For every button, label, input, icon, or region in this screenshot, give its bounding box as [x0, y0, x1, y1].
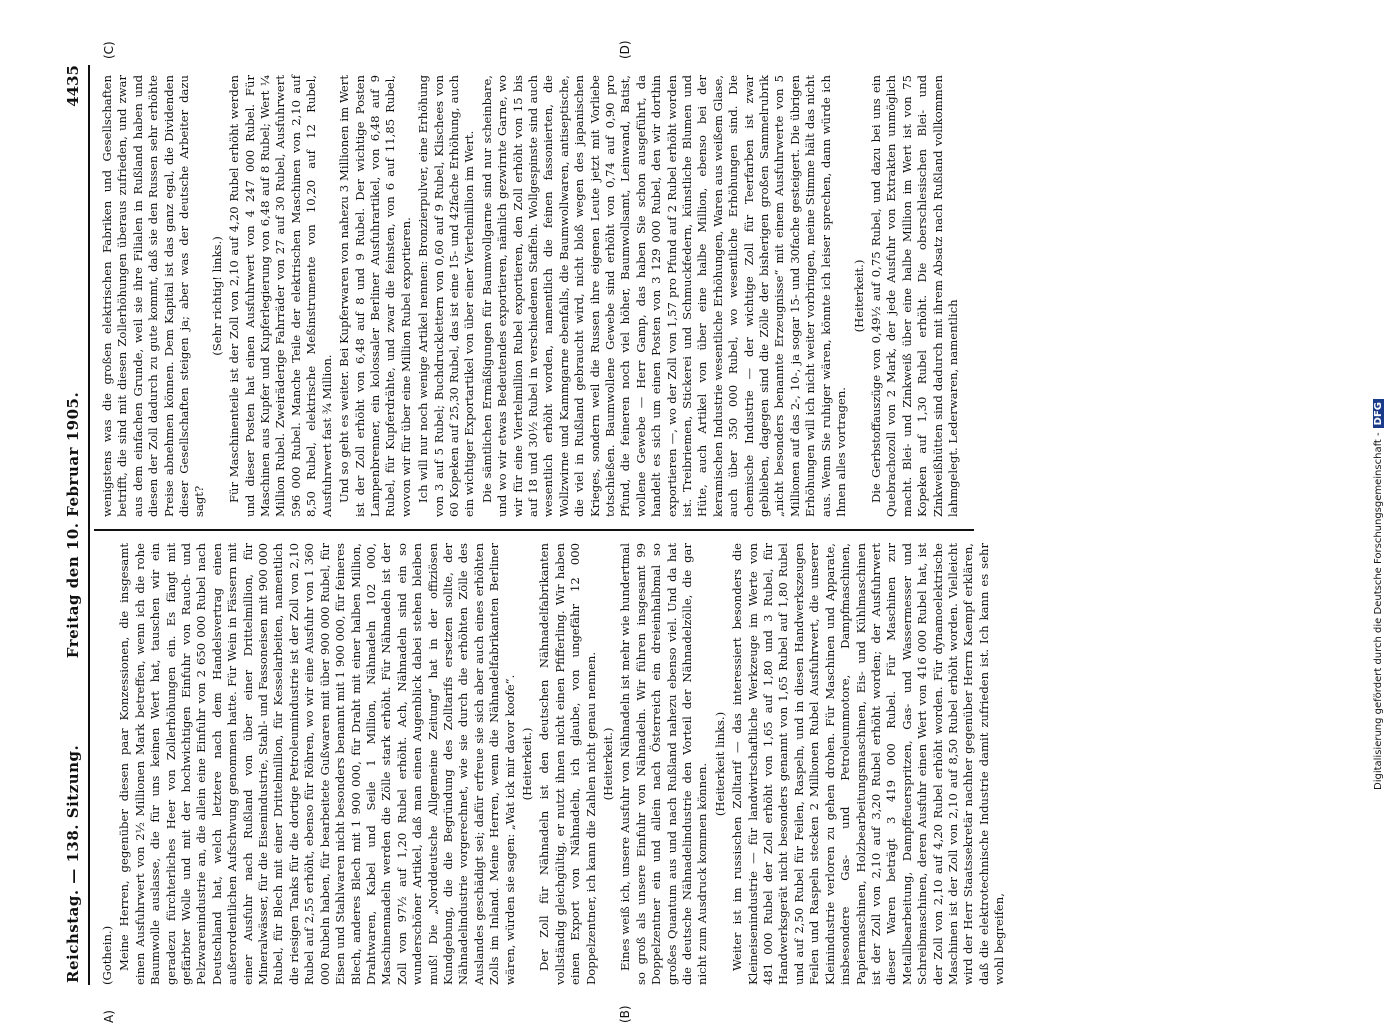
header-session: Reichstag. — 138. Sitzung.	[64, 744, 82, 983]
paragraph: Und so geht es weiter. Bei Kupferwaren von nahezu 3 Millionen im Wert ist der Zoll erhöht von 6,48 auf 8 und 9 Rubel. Der wichtige Posten Lampenbrenner, ein kolossaler Berliner Ausfuhrartikel, von 6,48 auf 9 Rubel, für Kupferdrähte, und zwar die feinsten, von 6 auf 11,85 Rubel, wovon wir für über eine Million Rubel exportieren.	[337, 75, 413, 517]
paragraph: wenigstens was die großen elektrischen Fabriken und Gesellschaften betrifft, die sind mit diesen Zollerhöhungen überaus zufrieden, und zwar aus dem einfachen Grunde, weil sie ihre Filialen in Rußland haben und diesen der Zoll dadurch zu gute kommt, daß sie den Russen sehr erhöhte Preise abnehmen können. Dem Kapital ist das ganz egal, die Dividenden dieser Gesellschaften steigen ja; aber was der deutsche Arbeiter dazu sagt?	[100, 75, 207, 517]
speaker-name: (Gothein.)	[100, 925, 114, 985]
interjection: (Sehr richtig! links.)	[209, 236, 224, 356]
margin-marker-a: A)	[102, 1010, 116, 1023]
paragraph: Die sämtlichen Ermäßigungen für Baumwollgarne sind nur scheinbare, und wo wir etwas Bedeutendes exportieren, nämlich gezwirnte Garne, wo wir für eine Viertelmillion Rubel exportieren, den Zoll erhöht von 15 bis auf 18 und 30½ Rubel in verschiedenen Staffeln. Wollgespinste sind auch wesentlich erhöht worden, namentlich die feinen fassonierten, die Wollzwirne und Kammgarne ebenfalls, die Baumwollwaren, antiseptische, die viel in Rußland gebraucht wird, nicht bloß wegen des japanischen Krieges, sondern weil die Russen ihre eigenen Leute jetzt mit Vorliebe totschießen. Baumwollene Gewebe sind erhöht von 0,74 auf 0,90 pro Pfund, die feineren noch viel höher, Baumwollsamt, Leinwand, Batist, wollene Gewebe — Herr Gamp, das haben Sie schon ausgeführt, da handelt es sich um einen Posten von 3 129 000 Rubel, den wir dorthin exportieren —, wo der Zoll von 1,57 pro Pfund auf 2 Rubel erhöht worden ist. Treibriemen, Stickerei und Schmuckfedern, künstliche Blumen und Hüte, auch Artikel von über eine halbe Million, ebenso bei der keramischen Industrie wesentliche Erhöhungen, Waren aus weißem Glase, auch über 350 000 Rubel, wo wesentliche Erhöhungen sind. Die chemische Industrie — der wichtige Zoll für Teerfarben ist zwar geblieben, dagegen sind die Zölle der bisherigen großen Sammelrubrik „nicht besonders benannte Erzeugnisse“ mit einem Ausfuhrwerte von 5 Millionen auf das 2-, 10-, ja sogar 15- und 30fache gesteigert. Die übrigen Erhöhungen will ich nicht weiter vorbringen, meine Stimme hält das nicht aus. Wenn Sie ruhiger wären, könnte ich leiser sprechen, dann würde ich Ihnen alles vortragen.	[479, 75, 849, 517]
rotated-page-content	[58, 40, 1368, 1023]
paragraph: Weiter ist im russischen Zolltarif — das interessiert besonders die Kleineisenindustrie — für landwirtschaftliche Werkzeuge im Werte von 481 000 Rubel der Zoll erhöht von 1,65 auf 1,80 und 3 Rubel, für Handwerksgerät nicht besonders genannt von 1,65 Rubel auf 1,80 Rubel und auf 2,50 Rubel für Feilen, Raspeln, und in diesen Handwerkszeugen Feilen und Raspeln stecken 2 Millionen Rubel Ausfuhrwert, die unserer Kleinindustrie verloren zu gehen drohen. Für Maschinen und Apparate, insbesondere Gas- und Petroleummotore, Dampfmaschinen, Papiermaschinen, Holzbearbeitungsmaschinen, Eis- und Kühlmaschinen ist der Zoll von 2,10 auf 3,20 Rubel erhöht worden; der Ausfuhrwert dieser Waren beträgt 3 419 000 Rubel. Für Maschinen zur Metallbearbeitung, Dampffeuerspritzen, Gas- und Wassermesser und Schreibmaschinen, deren Ausfuhr einen Wert von 416 000 Rubel hat, ist der Zoll von 2,10 auf 4,20 Rubel erhöht worden. Für dynamoelektrische Maschinen ist der Zoll von 2,10 auf 8,50 Rubel erhöht worden. Vielleicht wird der Herr Staatssekretär nachher gegenüber Herrn Kaempf erklären, daß die elektrotechnische Industrie damit zufrieden ist. Ich kann es sehr wohl begreifen,	[730, 543, 1007, 985]
paragraph: Die Gerbstoffauszüge von 0,49½ auf 0,75 Rubel, und dazu bei uns ein Quebrachozoll von 2 Mark, der jede Ausfuhr von Extrakten unmöglich macht. Blei- und Zinkweiß über eine halbe Million im Wert ist von 75 Kopeken auf 1,30 Rubel erhöht. Die oberschlesischen Blei- und Zinkweißhütten sind dadurch mit ihrem Absatz nach Rußland vollkommen lahmgelegt. Lederwaren, namentlich	[868, 75, 960, 517]
sidebar-text-wrap	[1373, 10, 1384, 790]
paragraph: Für Maschinenteile ist der Zoll von 2,10 auf 4,20 Rubel erhöht werden und dieser Posten hat einen Ausfuhrwert von 4 247 000 Rubel. Für Maschinen aus Kupfer und Kupferlegierung von 6,48 auf 8 Rubel; Wert ¼ Million Rubel. Zweiräderige Fahrräder von 27 auf 30 Rubel, Ausfuhrwert 596 000 Rubel. Manche Teile der elektrischen Maschinen von 2,10 auf 8,50 Rubel, elektrische Meßinstrumente von 10,20 auf 12 Rubel, Ausfuhrwert fast ¾ Million.	[227, 75, 334, 517]
paragraph: Ich will nur noch wenige Artikel nennen: Bronzierpulver, eine Erhöhung von 3 auf 5 Rubel; Buchdrucklettern von 0,60 auf 9 Rubel, Klischees von 60 Kopeken auf 25,30 Rubel, das ist eine 15- und 42fache Erhöhung, auch ein wichtiger Exportartikel von über einer Viertelmillion im Wert.	[416, 75, 477, 517]
column-divider	[94, 529, 974, 531]
interjection: (Heiterkeit.)	[851, 259, 866, 333]
dfg-logo: DFG	[1373, 399, 1384, 428]
page-number: 4435	[64, 65, 82, 107]
interjection: (Heiterkeit.)	[601, 727, 615, 801]
page-header	[58, 65, 92, 985]
paragraph: Meine Herren, gegenüber diesen paar Konzessionen, die insgesamt einen Ausfuhrwert von 2½ Millionen Mark betreffen, wenn ich die rohe Baumwolle auslasse, die für uns keinen Wert hat, tauschen wir ein geradezu fürchterliches Heer von Zollerhöhungen ein. Es fängt mit gefärbter Wolle und mit der hochwichtigen Einfuhr von Rauch- und Pelzwarenindustrie an, die allein eine Einfuhr von 2 650 000 Rubel nach Deutschland hat, welch letztere nach dem Handelsvertrag einen außerordentlichen Aufschwung genommen hatte. Für Wein in Fässern mit einer Ausfuhr nach Rußland von über einer Drittelmillion, für Mineralwässer, für die Eisenindustrie, Stahl- und Fassoneisen mit 900 000 Rubel, für Blech mit einer Drittelmillion, für Kesselarbeiten, namentlich die riesigen Tanks für die dortige Petroleumindustrie ist der Zoll von 2,10 Rubel auf 2,55 erhöht, ebenso für Röhren, wo wir eine Ausfuhr von 1 360 000 Rubeln haben, für bearbeitete Gußwaren mit über 900 000 Rubel, für Eisen und Stahlwaren nicht besonders benannt mit 1 900 000, für feineres Blech, anderes Blech mit 1 900 000, für Draht mit einer halben Million, Drahtwaren, Kabel und Seile 1 Million, Nähnadeln 102 000, Maschinennadeln werden die Zölle stark erhöht. Für Nähnadeln ist der Zoll von 97½ auf 1,20 Rubel erhöht. Ach, Nähnadeln sind ein so wunderschöner Artikel, daß man einen Augenblick dabei stehen bleiben muß! Die „Norddeutsche Allgemeine Zeitung“ hat in der offiziösen Kundgebung, die die Begründung des Zolltarifs ersetzen sollte, der Nähnadelindustrie vorgerechnet, wie sie durch die erhöhten Zölle des Auslandes geschädigt sei; dafür erfreue sie sich aber auch eines erhöhten Zolls im Inland. Meine Herren, wenn die Nähnadelfabrikanten Berliner wären, würden sie sagen: „Wat ick mir davor koofe“.	[117, 543, 517, 985]
header-date: Freitag den 10. Februar 1905.	[64, 391, 82, 659]
margin-marker-d: (D)	[618, 40, 632, 59]
paragraph: Der Zoll für Nähnadeln ist den deutschen Nähnadelfabrikanten vollständig gleichgültig, er nutzt ihnen nicht einen Pfifferling. Wir haben einen Export von Nähnadeln, ich glaube, von ungefähr 12 000 Doppelzentner, ich kann die Zahlen nicht genau nennen.	[537, 543, 598, 985]
text-column-left	[100, 543, 1007, 985]
interjection: (Heiterkeit.)	[519, 727, 534, 801]
margin-marker-b: (B)	[618, 1005, 632, 1023]
interjection: (Heiterkeit links.)	[712, 711, 727, 817]
header-rule	[88, 65, 90, 985]
paragraph: Eines weiß ich, unsere Ausfuhr von Nähnadeln ist mehr wie hundertmal so groß als unsere Einfuhr von Nähnadeln. Wir führen insgesamt 99 Doppelzentner ein und allein nach Österreich ein dreieinhalbmal so großes Quantum aus und nach Rußland nahezu ebenso viel. Und da hat die deutsche Nähnadelindustrie den Vorteil der Nähnadelzölle, die gar nicht zum Ausdruck kommen können.	[618, 543, 710, 985]
digitization-sidebar	[1361, 10, 1384, 990]
text-column-right	[100, 75, 970, 517]
digitization-credit: Digitalisierung gefördert durch die Deutsche Forschungsgemeinschaft -	[1373, 432, 1384, 790]
margin-marker-c: (C)	[102, 41, 116, 59]
